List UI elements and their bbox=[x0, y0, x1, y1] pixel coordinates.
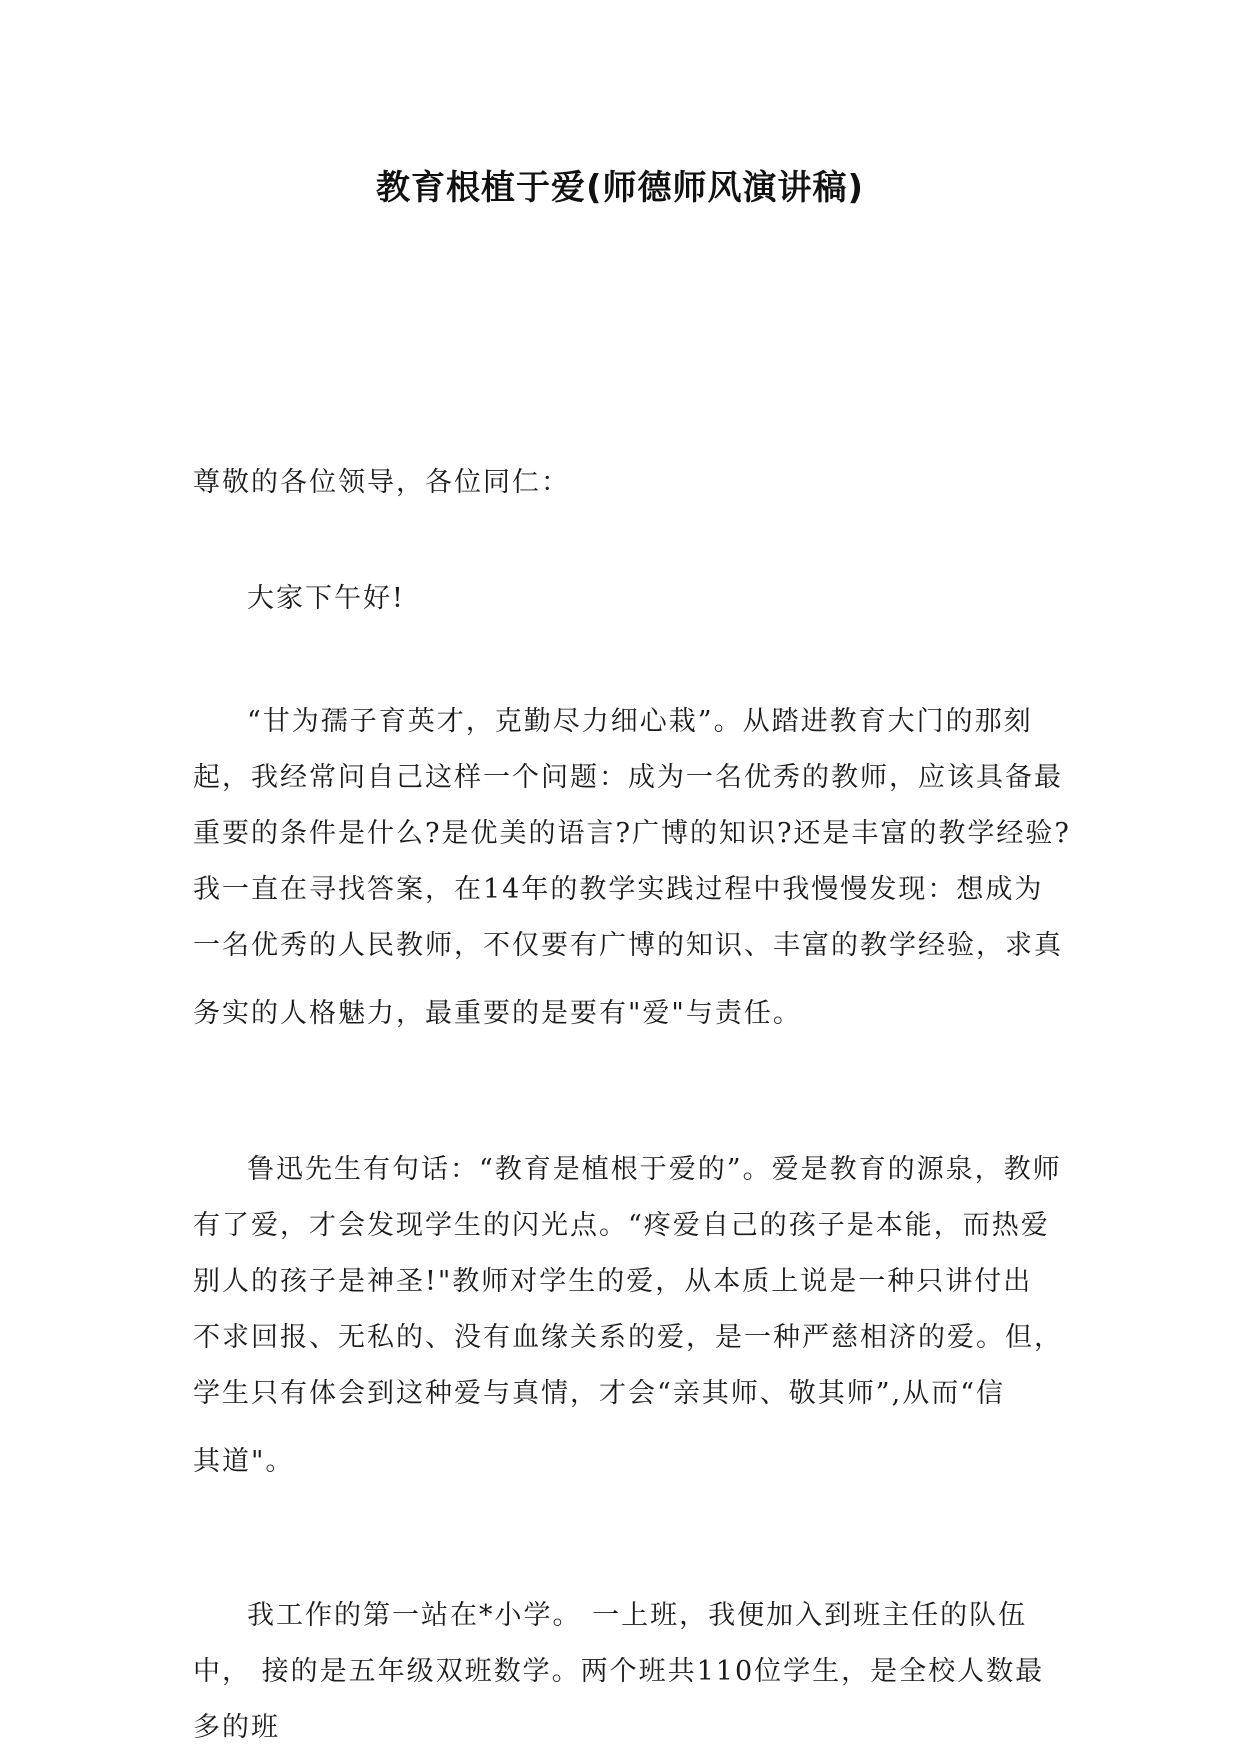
paragraph-line: 学生只有体会到这种爱与真情，才会“亲其师、敬其师”,从而“信 bbox=[193, 1378, 1005, 1409]
paragraph-line: 重要的条件是什么?是优美的语言?广博的知识?还是丰富的教学经验? bbox=[193, 818, 1071, 849]
paragraph-1 bbox=[193, 694, 1073, 1042]
salutation bbox=[193, 455, 1073, 511]
paragraph-line: 我工作的第一站在*小学。 一上班，我便加入到班主任的队伍 bbox=[247, 1600, 1028, 1631]
document-title: 教育根植于爱(师德师风演讲稿) bbox=[375, 168, 865, 208]
salutation-line: 尊敬的各位领导，各位同仁： bbox=[193, 467, 570, 498]
paragraph-line: 鲁迅先生有句话：“教育是植根于爱的”。爱是教育的源泉，教师 bbox=[247, 1154, 1062, 1185]
greeting bbox=[193, 571, 1073, 627]
paragraph-line: 有了爱，才会发现学生的闪光点。“疼爱自己的孩子是本能，而热爱 bbox=[193, 1210, 1050, 1241]
paragraph-line: 其道"。 bbox=[193, 1446, 295, 1477]
paragraph-line: 务实的人格魅力，最重要的是要有"爱"与责任。 bbox=[193, 998, 802, 1029]
paragraph-line: 多的班 bbox=[193, 1712, 280, 1743]
paragraph-2 bbox=[193, 1142, 1073, 1490]
paragraph-line: 中， 接的是五年级双班数学。两个班共110位学生，是全校人数最 bbox=[193, 1656, 1045, 1687]
paragraph-line: 我一直在寻找答案，在14年的教学实践过程中我慢慢发现：想成为 bbox=[193, 874, 1044, 905]
paragraph-line: 起，我经常问自己这样一个问题：成为一名优秀的教师，应该具备最 bbox=[193, 762, 1063, 793]
paragraph-line: 一名优秀的人民教师，不仅要有广博的知识、丰富的教学经验，求真 bbox=[193, 930, 1063, 961]
paragraph-3 bbox=[193, 1588, 1073, 1756]
paragraph-line: 不求回报、无私的、没有血缘关系的爱，是一种严慈相济的爱。但， bbox=[193, 1322, 1063, 1353]
greeting-line: 大家下午好! bbox=[247, 583, 405, 614]
paragraph-line: “甘为孺子育英才，克勤尽力细心栽”。从踏进教育大门的那刻 bbox=[247, 706, 1033, 737]
paragraph-line: 别人的孩子是神圣!"教师对学生的爱，从本质上说是一种只讲付出 bbox=[193, 1266, 1033, 1297]
